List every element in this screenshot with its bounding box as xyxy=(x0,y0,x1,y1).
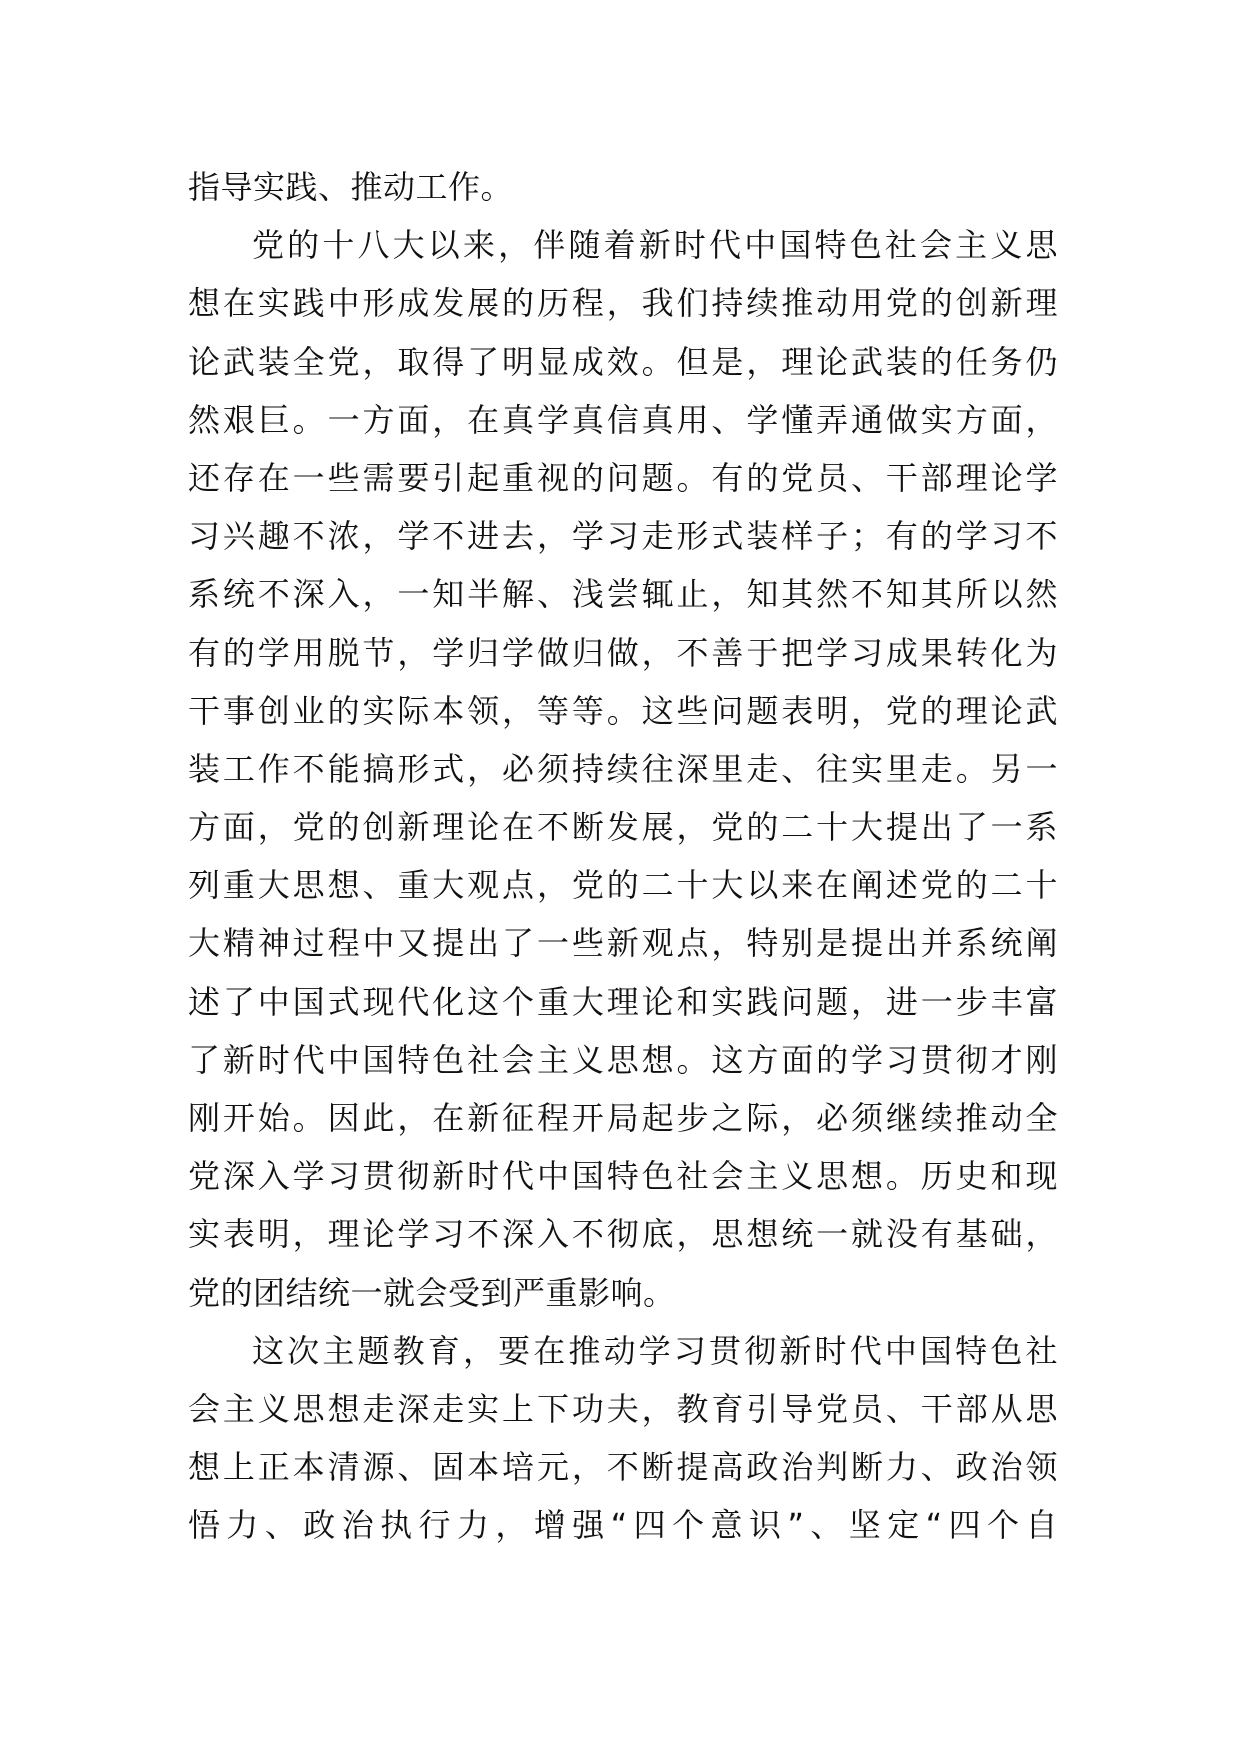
document-page xyxy=(188,158,1058,1555)
text-line: 列重大思想、重大观点，党的二十大以来在阐述党的二十 xyxy=(188,866,1058,905)
text-line: 实表明，理论学习不深入不彻底，思想统一就没有基础， xyxy=(188,1215,1058,1254)
text-line: 还存在一些需要引起重视的问题。有的党员、干部理论学 xyxy=(188,458,1058,497)
text-line: 会主义思想走深走实上下功夫，教育引导党员、干部从思 xyxy=(188,1389,1058,1428)
paragraph-1 xyxy=(188,158,1058,216)
text-line: 方面，党的创新理论在不断发展，党的二十大提出了一系 xyxy=(188,808,1058,847)
text-line: 悟力、政治执行力，增强“四个意识”、坚定“四个自 xyxy=(188,1506,1058,1545)
text-line: 干事创业的实际本领，等等。这些问题表明，党的理论武 xyxy=(188,691,1058,730)
text-line: 党深入学习贯彻新时代中国特色社会主义思想。历史和现 xyxy=(188,1157,1058,1196)
text-line: 然艰巨。一方面，在真学真信真用、学懂弄通做实方面， xyxy=(188,400,1058,439)
text-line: 党的十八大以来，伴随着新时代中国特色社会主义思 xyxy=(252,226,1058,265)
text-line: 党的团结统一就会受到严重影响。 xyxy=(188,1273,676,1312)
text-line: 了新时代中国特色社会主义思想。这方面的学习贯彻才刚 xyxy=(188,1040,1058,1079)
text-line: 有的学用脱节，学归学做归做，不善于把学习成果转化为 xyxy=(188,633,1058,672)
text-line: 想在实践中形成发展的历程，我们持续推动用党的创新理 xyxy=(188,284,1058,323)
text-line: 大精神过程中又提出了一些新观点，特别是提出并系统阐 xyxy=(188,924,1058,963)
text-line: 系统不深入，一知半解、浅尝辄止，知其然不知其所以然 xyxy=(188,575,1058,614)
text-line: 这次主题教育，要在推动学习贯彻新时代中国特色社 xyxy=(252,1331,1058,1370)
text-line: 装工作不能搞形式，必须持续往深里走、往实里走。另一 xyxy=(188,749,1058,788)
text-line: 习兴趣不浓，学不进去，学习走形式装样子；有的学习不 xyxy=(188,517,1058,556)
text-line: 论武装全党，取得了明显成效。但是，理论武装的任务仍 xyxy=(188,342,1058,381)
text-line: 刚开始。因此，在新征程开局起步之际，必须继续推动全 xyxy=(188,1099,1058,1137)
paragraph-2 xyxy=(188,216,1058,1322)
paragraph-3 xyxy=(188,1322,1058,1555)
text-line: 述了中国式现代化这个重大理论和实践问题，进一步丰富 xyxy=(188,982,1058,1021)
text-line: 想上正本清源、固本培元，不断提高政治判断力、政治领 xyxy=(188,1448,1058,1487)
text-line: 指导实践、推动工作。 xyxy=(188,168,514,206)
